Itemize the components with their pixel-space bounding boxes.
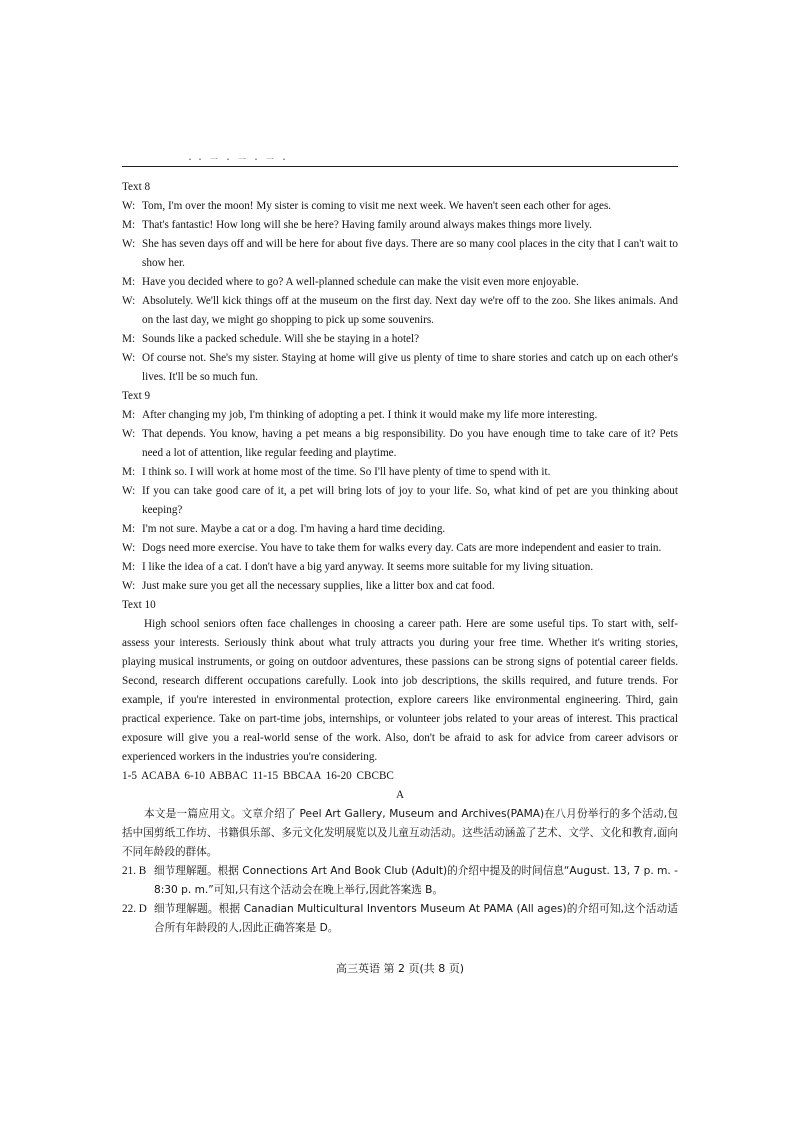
speaker-label: M: <box>122 276 136 288</box>
utterance: I'm not sure. Maybe a cat or a dog. I'm having a hard time deciding. <box>142 523 446 535</box>
dialogue-turn <box>122 197 678 216</box>
speaker-label: M: <box>122 333 136 345</box>
dialogue-turn <box>122 349 678 387</box>
dialogue-turn <box>122 482 678 520</box>
speaker-label: W: <box>122 200 136 212</box>
answer-explanation: 细节理解题。根据 Canadian Multicultural Inventors Museum At PAMA (All ages)的介绍可知,这个活动适合所有年龄段的人,因此正确答案是 D。 <box>154 903 678 934</box>
speaker-label: W: <box>122 580 136 592</box>
speaker-label: W: <box>122 352 136 364</box>
dialogue-turn <box>122 235 678 273</box>
answer-number: 21. B <box>122 865 147 877</box>
speaker-label: W: <box>122 238 136 250</box>
dialogue-turn <box>122 463 678 482</box>
dialogue-turn <box>122 520 678 539</box>
page-footer: 高三英语 第 2 页(共 8 页) <box>335 962 465 975</box>
utterance: That's fantastic! How long will she be here? Having family around always makes things more lively. <box>142 219 592 231</box>
text9-dialogue <box>122 406 678 596</box>
text10-label: Text 10 <box>122 599 156 611</box>
header-rule <box>122 166 678 167</box>
utterance: Absolutely. We'll kick things off at the museum on the first day. Next day we're off to the zoo. She likes animals. And on the last day, we might go shopping to pick up some souvenirs. <box>142 295 678 326</box>
dialogue-turn <box>122 558 678 577</box>
utterance: That depends. You know, having a pet means a big responsibility. Do you have enough time to take care of it? Pets need a lot of attention, like regular feeding and playtime. <box>142 428 678 459</box>
page-content <box>122 178 678 938</box>
answer-key: 1-5 ACABA 6-10 ABBAC 11-15 BBCAA 16-20 CBCBC <box>122 770 394 782</box>
text8-label: Text 8 <box>122 181 151 193</box>
header-mark: ・・ 一 ・ 一 ・ 一 ・ <box>186 155 290 164</box>
dialogue-turn <box>122 577 678 596</box>
speaker-label: W: <box>122 485 136 497</box>
utterance: If you can take good care of it, a pet will bring lots of joy to your life. So, what kind of pet are you thinking about keeping? <box>142 485 678 516</box>
utterance: Tom, I'm over the moon! My sister is coming to visit me next week. We haven't seen each other for ages. <box>142 200 612 212</box>
speaker-label: M: <box>122 219 136 231</box>
speaker-label: M: <box>122 523 136 535</box>
text10-paragraph: High school seniors often face challenges in choosing a career path. Here are some useful tips. To start with, self-assess your interests. Seriously think about what truly attracts you during your free time. Whether it's writing stories, playing musical instruments, or going on outdoor adventures, these passions can be strong signs of potential career fields. Second, research different occupations carefully. Look into job descriptions, the skills required, and future trends. For example, if you're interested in environmental protection, explore careers like environmental engineering. Third, gain practical experience. Take on part-time jobs, internships, or volunteer jobs related to your areas of interest. This practical exposure will give you a real-world sense of the work. Also, don't be afraid to ask for advice from career advisors or experienced workers in the industries you're considering. <box>122 618 678 763</box>
text9-label: Text 9 <box>122 390 151 402</box>
dialogue-turn <box>122 406 678 425</box>
dialogue-turn <box>122 273 678 292</box>
answer-item-21 <box>122 862 678 900</box>
dialogue-turn <box>122 539 678 558</box>
utterance: Of course not. She's my sister. Staying at home will give us plenty of time to share stories and catch up on each other's lives. It'll be so much fun. <box>142 352 678 383</box>
dialogue-turn <box>122 216 678 235</box>
answer-explanation: 细节理解题。根据 Connections Art And Book Club (Adult)的介绍中提及的时间信息“August. 13, 7 p. m. - 8:30 p. m.”可知,只有这个活动会在晚上举行,因此答案选 B。 <box>154 865 678 896</box>
answer-number: 22. D <box>122 903 147 915</box>
utterance: Have you decided where to go? A well-planned schedule can make the visit even more enjoyable. <box>142 276 579 288</box>
dialogue-turn <box>122 292 678 330</box>
utterance: Sounds like a packed schedule. Will she be staying in a hotel? <box>142 333 420 345</box>
speaker-label: W: <box>122 428 136 440</box>
utterance: After changing my job, I'm thinking of adopting a pet. I think it would make my life more interesting. <box>142 409 598 421</box>
text8-dialogue <box>122 197 678 387</box>
utterance: I like the idea of a cat. I don't have a big yard anyway. It seems more suitable for my living situation. <box>142 561 594 573</box>
answer-item-22 <box>122 900 678 938</box>
section-a-title: A <box>395 789 405 801</box>
speaker-label: M: <box>122 561 136 573</box>
speaker-label: W: <box>122 295 136 307</box>
dialogue-turn <box>122 425 678 463</box>
speaker-label: M: <box>122 466 136 478</box>
utterance: I think so. I will work at home most of the time. So I'll have plenty of time to spend with it. <box>142 466 551 478</box>
dialogue-turn <box>122 330 678 349</box>
utterance: She has seven days off and will be here for about five days. There are so many cool places in the city that I can't wait to show her. <box>142 238 678 269</box>
speaker-label: W: <box>122 542 136 554</box>
speaker-label: M: <box>122 409 136 421</box>
section-a-intro: 本文是一篇应用文。文章介绍了 Peel Art Gallery, Museum and Archives(PAMA)在八月份举行的多个活动,包括中国剪纸工作坊、书籍俱乐部、多元文化发明展览以及儿童互动活动。这些活动涵盖了艺术、文学、文化和教育,面向不同年龄段的群体。 <box>122 808 678 858</box>
utterance: Dogs need more exercise. You have to take them for walks every day. Cats are more independent and easier to train. <box>142 542 662 554</box>
utterance: Just make sure you get all the necessary supplies, like a litter box and cat food. <box>142 580 495 592</box>
